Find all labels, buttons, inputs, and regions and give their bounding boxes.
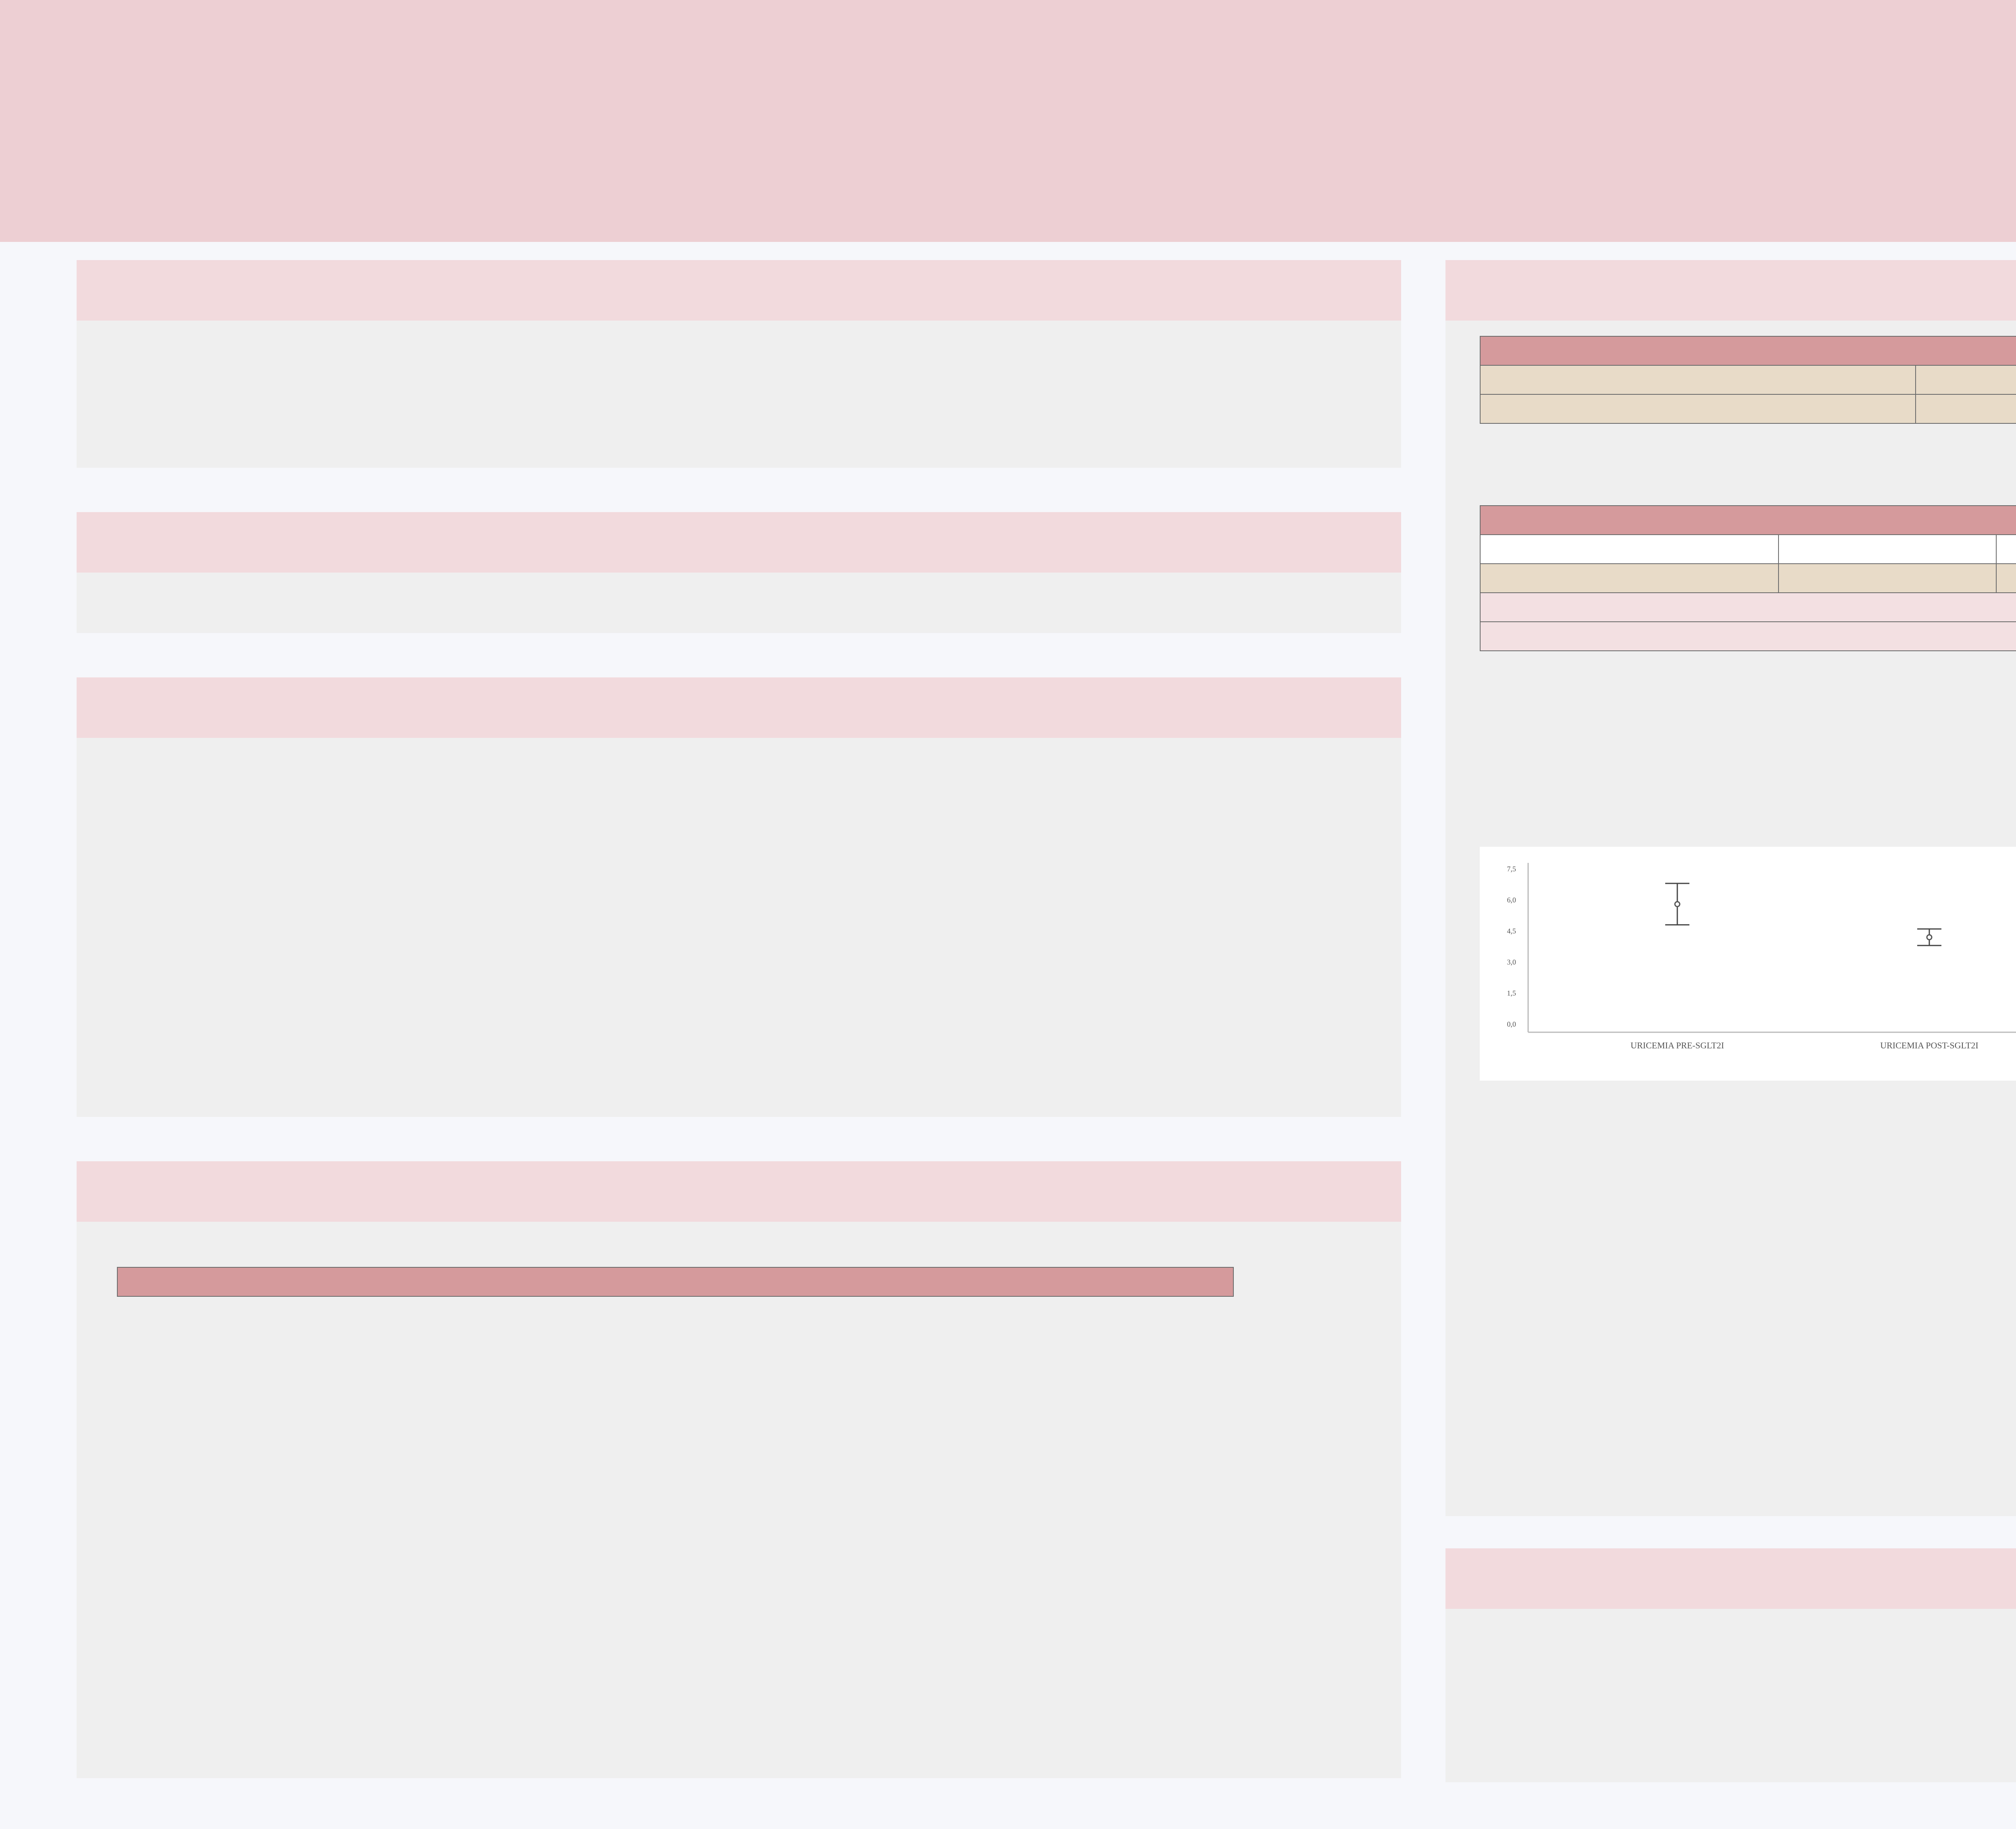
table-2 [1480,336,2016,424]
table-header-row [1480,535,2016,564]
table-cell [1916,365,2016,394]
conclusiones-panel [1445,1548,2016,1782]
table-3-subheading [1480,622,2016,651]
y-tick-label: 3,0 [1507,958,1516,966]
table-2-caption [1480,336,2016,365]
table-1 [117,1267,1234,1297]
y-tick-label: 6,0 [1507,896,1516,904]
table-cell [1480,564,1779,593]
resultados-left-panel [77,1161,1401,1778]
table-3-subheading [1480,593,2016,622]
resultados-right-panel [1445,260,2016,1516]
table-3-caption [1480,506,2016,535]
y-tick-label: 4,5 [1507,927,1516,935]
table-header [1996,535,2016,564]
table-cell [1996,564,2016,593]
mean-point [1675,902,1680,906]
table-row [1480,394,2016,423]
table-header [1779,535,1996,564]
table-cell [1480,394,1916,423]
table-cell [1916,394,2016,423]
table-cell [1480,365,1916,394]
x-tick-label: URICEMIA PRE-SGLT2I [1630,1040,1724,1050]
y-tick-label: 0,0 [1507,1020,1516,1028]
figure-1 [1480,847,2016,1081]
poster-header [0,0,2016,242]
table-3 [1480,505,2016,651]
y-tick-label: 7,5 [1507,865,1516,873]
table-cell [1779,564,1996,593]
table-1-caption [117,1267,1233,1296]
mean-point [1927,935,1932,939]
y-tick-label: 1,5 [1507,989,1516,997]
x-tick-label: URICEMIA POST-SGLT2I [1880,1040,1979,1050]
metodos-panel [77,677,1401,1117]
resultados-right-heading [1445,260,2016,321]
antecedentes-heading [77,260,1401,321]
antecedentes-panel [77,260,1401,468]
metodos-heading [77,677,1401,738]
table-row [1480,564,2016,593]
table-row [1480,365,2016,394]
table-header [1480,535,1779,564]
conclusiones-heading [1445,1548,2016,1609]
resultados-left-heading [77,1161,1401,1222]
objetivo-heading [77,512,1401,573]
figure-1-chart [1480,847,2016,1081]
objetivo-panel [77,512,1401,633]
